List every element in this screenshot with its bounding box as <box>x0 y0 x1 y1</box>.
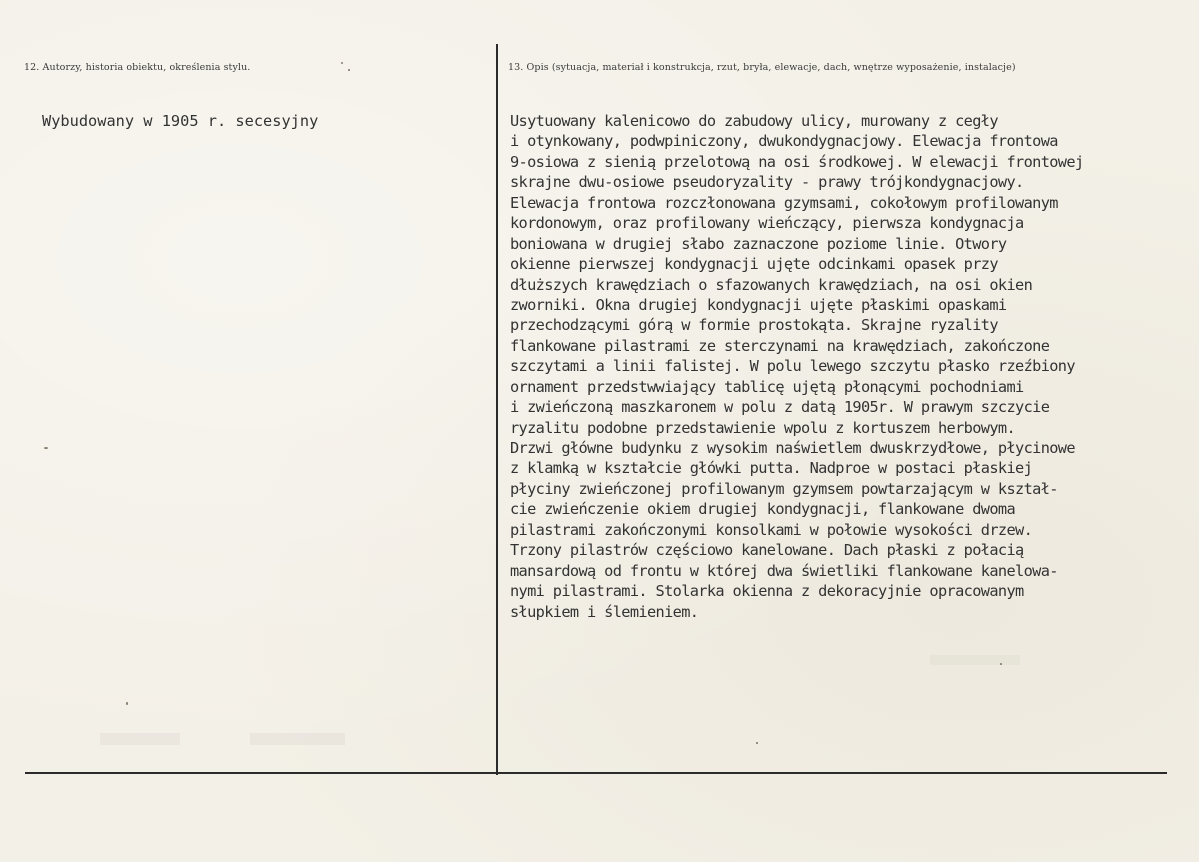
show-through-mark <box>930 655 1020 665</box>
description-line: Usytuowany kalenicowo do zabudowy ulicy, murowany z cegły <box>510 112 998 130</box>
description-line: flankowane pilastrami ze sterczynami na krawędziach, zakończone <box>510 336 1050 355</box>
description-line: Trzony pilastrów częściowo kanelowane. Dach płaski z połacią <box>510 541 1024 560</box>
description-line: i otynkowany, podwpiniczony, dwukondygnacjowy. Elewacja frontowa <box>510 132 1058 151</box>
description-line: kordonowym, oraz profilowany wieńczący, pierwsza kondygnacja <box>510 214 1024 233</box>
show-through-mark <box>250 733 345 745</box>
show-through-mark <box>100 733 180 745</box>
description-line: Elewacja frontowa rozczłonowana gzymsami, cokołowym profilowanym <box>510 193 1058 212</box>
description-line: płyciny zwieńczonej profilowanym gzymsem powtarzającym w kształ- <box>510 479 1058 498</box>
description-line: ryzalitu podobne przedstawienie wpolu z kortuszem herbowym. <box>510 418 1016 437</box>
description-line: ornament przedstwwiający tablicę ujętą płonącymi pochodniami <box>510 377 1024 396</box>
description-line: słupkiem i ślemieniem. <box>510 602 699 621</box>
description-line: okienne pierwszej kondygnacji ujęte odcinkami opasek przy <box>510 255 998 274</box>
description-line: skrajne dwu-osiowe pseudoryzality - prawy trójkondygnacjowy. <box>510 173 1024 192</box>
bottom-rule <box>25 772 1167 774</box>
paper-speck <box>348 69 350 71</box>
column-divider <box>496 44 498 775</box>
description-line: nymi pilastrami. Stolarka okienna z dekoracyjnie opracowanym <box>510 582 1024 601</box>
description-line: Drzwi główne budynku z wysokim naświetlem dwuskrzydłowe, płycinowe <box>510 439 1075 457</box>
description-line: mansardową od frontu w której dwa świetliki flankowane kanelowa- <box>510 561 1058 580</box>
paper-speck <box>44 447 48 449</box>
description-line: zworniki. Okna drugiej kondygnacji ujęte płaskimi opaskami <box>510 295 1007 314</box>
description-text-block <box>510 111 1084 622</box>
description-line: boniowana w drugiej słabo zaznaczone poziome linie. Otwory <box>510 234 1007 253</box>
section-13-heading: 13. Opis (sytuacja, materiał i konstrukcja, rzut, bryła, elewacje, dach, wnętrze wyposażenie, instalacje) <box>508 62 1016 73</box>
description-line: dłuższych krawędziach o sfazowanych krawędziach, na osi okien <box>510 275 1033 294</box>
paper-speck <box>126 702 128 705</box>
section-12-heading: 12. Autorzy, historia obiektu, określenia stylu. <box>24 62 251 73</box>
description-line: i zwieńczoną maszkaronem w polu z datą 1905r. W prawym szczycie <box>510 398 1050 417</box>
description-line: przechodzącymi górą w formie prostokąta. Skrajne ryzality <box>510 316 998 335</box>
history-style-text: Wybudowany w 1905 r. secesyjny <box>42 112 319 130</box>
description-line: z klamką w kształcie główki putta. Nadproe w postaci płaskiej <box>510 459 1033 478</box>
paper-speck <box>341 62 343 64</box>
description-line: 9-osiowa z sienią przelotową na osi środkowej. W elewacji frontowej <box>510 152 1084 171</box>
paper-speck <box>756 742 758 744</box>
description-line: cie zwieńczenie okiem drugiej kondygnacji, flankowane dwoma <box>510 500 1016 519</box>
description-line: pilastrami zakończonymi konsolkami w połowie wysokości drzew. <box>510 520 1033 539</box>
description-line: szczytami a linii falistej. W polu lewego szczytu płasko rzeźbiony <box>510 357 1075 376</box>
